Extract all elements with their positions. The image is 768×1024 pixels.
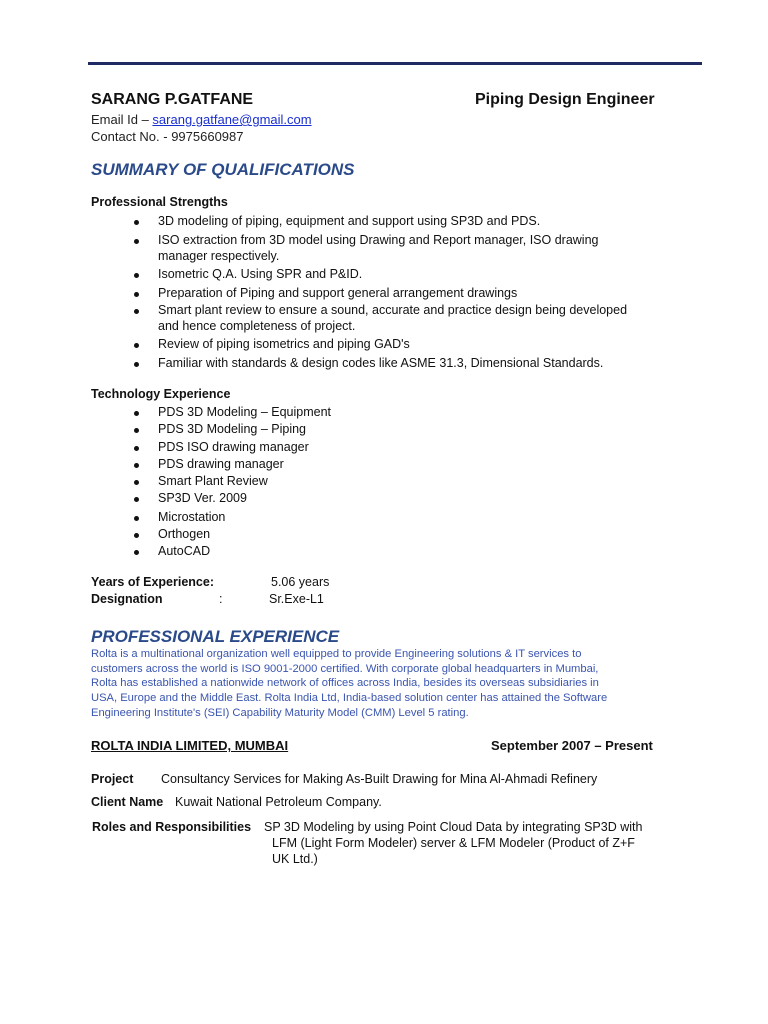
- job-title: Piping Design Engineer: [475, 91, 655, 108]
- bullet-icon: [134, 273, 139, 278]
- designation-value: Sr.Exe-L1: [269, 592, 324, 606]
- email-line: [91, 112, 312, 127]
- list-item: SP3D Ver. 2009: [158, 491, 247, 505]
- email-prefix: Email Id –: [91, 112, 153, 127]
- project-label: Project: [91, 772, 134, 786]
- intro-line: Rolta has established a nationwide network of offices across India, besides its overseas subsidiaries in: [91, 677, 599, 690]
- list-item: and hence completeness of project.: [158, 319, 356, 333]
- years-label: Years of Experience:: [91, 575, 214, 589]
- bullet-icon: [134, 239, 139, 244]
- bullet-icon: [134, 533, 139, 538]
- list-item: Isometric Q.A. Using SPR and P&ID.: [158, 267, 363, 281]
- experience-heading: PROFESSIONAL EXPERIENCE: [91, 627, 340, 646]
- employment-period: September 2007 – Present: [491, 738, 653, 753]
- list-item: manager respectively.: [158, 249, 280, 263]
- client-value: Kuwait National Petroleum Company.: [175, 795, 382, 809]
- contact-number: Contact No. - 9975660987: [91, 129, 244, 144]
- company-intro: [91, 647, 691, 721]
- client-label: Client Name: [91, 795, 164, 809]
- strengths-heading: Professional Strengths: [91, 195, 228, 209]
- bullet-icon: [134, 343, 139, 348]
- list-item: Review of piping isometrics and piping GAD's: [158, 337, 410, 351]
- roles-line: UK Ltd.): [272, 852, 318, 866]
- tech-heading: Technology Experience: [91, 387, 231, 401]
- designation-separator: :: [219, 592, 223, 606]
- summary-heading: SUMMARY OF QUALIFICATIONS: [91, 160, 355, 179]
- list-item: Preparation of Piping and support general arrangement drawings: [158, 286, 518, 300]
- bullet-icon: [134, 550, 139, 555]
- intro-line: customers across the world is ISO 9001-2000 certified. With corporate global headquarters in Mumbai,: [91, 662, 599, 675]
- bullet-icon: [134, 292, 139, 297]
- roles-line: SP 3D Modeling by using Point Cloud Data by integrating SP3D with: [264, 820, 643, 834]
- bullet-icon: [134, 220, 139, 225]
- bullet-icon: [134, 463, 139, 468]
- list-item: Familiar with standards & design codes like ASME 31.3, Dimensional Standards.: [158, 356, 604, 370]
- top-rule: [88, 62, 702, 65]
- intro-line: Rolta is a multinational organization well equipped to provide Engineering solutions & IT services to: [91, 648, 582, 660]
- candidate-name: SARANG P.GATFANE: [91, 91, 254, 108]
- bullet-icon: [134, 309, 139, 314]
- bullet-icon: [134, 516, 139, 521]
- company-name: ROLTA INDIA LIMITED, MUMBAI: [91, 738, 289, 753]
- list-item: ISO extraction from 3D model using Drawing and Report manager, ISO drawing: [158, 233, 599, 247]
- list-item: Orthogen: [158, 527, 211, 541]
- bullet-icon: [134, 411, 139, 416]
- bullet-icon: [134, 497, 139, 502]
- bullet-icon: [134, 362, 139, 367]
- roles-label: Roles and Responsibilities: [92, 820, 252, 834]
- years-value: 5.06 years: [271, 575, 330, 589]
- bullet-icon: [134, 480, 139, 485]
- list-item: Smart plant review to ensure a sound, accurate and practice design being developed: [158, 303, 628, 317]
- intro-line: USA, Europe and the Middle East. Rolta India Ltd, India-based solution center has attained the Software: [91, 692, 608, 705]
- bullet-icon: [134, 446, 139, 451]
- list-item: PDS ISO drawing manager: [158, 440, 309, 454]
- list-item: Smart Plant Review: [158, 474, 268, 488]
- project-value: Consultancy Services for Making As-Built Drawing for Mina Al-Ahmadi Refinery: [161, 772, 598, 786]
- list-item: PDS drawing manager: [158, 457, 284, 471]
- list-item: Microstation: [158, 510, 226, 524]
- intro-line: Engineering Institute's (SEI) Capability Maturity Model (CMM) Level 5 rating.: [91, 706, 469, 719]
- list-item: 3D modeling of piping, equipment and support using SP3D and PDS.: [158, 214, 541, 228]
- designation-label: Designation: [91, 592, 163, 606]
- bullet-icon: [134, 428, 139, 433]
- list-item: PDS 3D Modeling – Piping: [158, 422, 306, 436]
- email-link[interactable]: sarang.gatfane@gmail.com: [152, 112, 312, 127]
- list-item: AutoCAD: [158, 544, 211, 558]
- list-item: PDS 3D Modeling – Equipment: [158, 405, 332, 419]
- roles-line: LFM (Light Form Modeler) server & LFM Modeler (Product of Z+F: [272, 836, 635, 850]
